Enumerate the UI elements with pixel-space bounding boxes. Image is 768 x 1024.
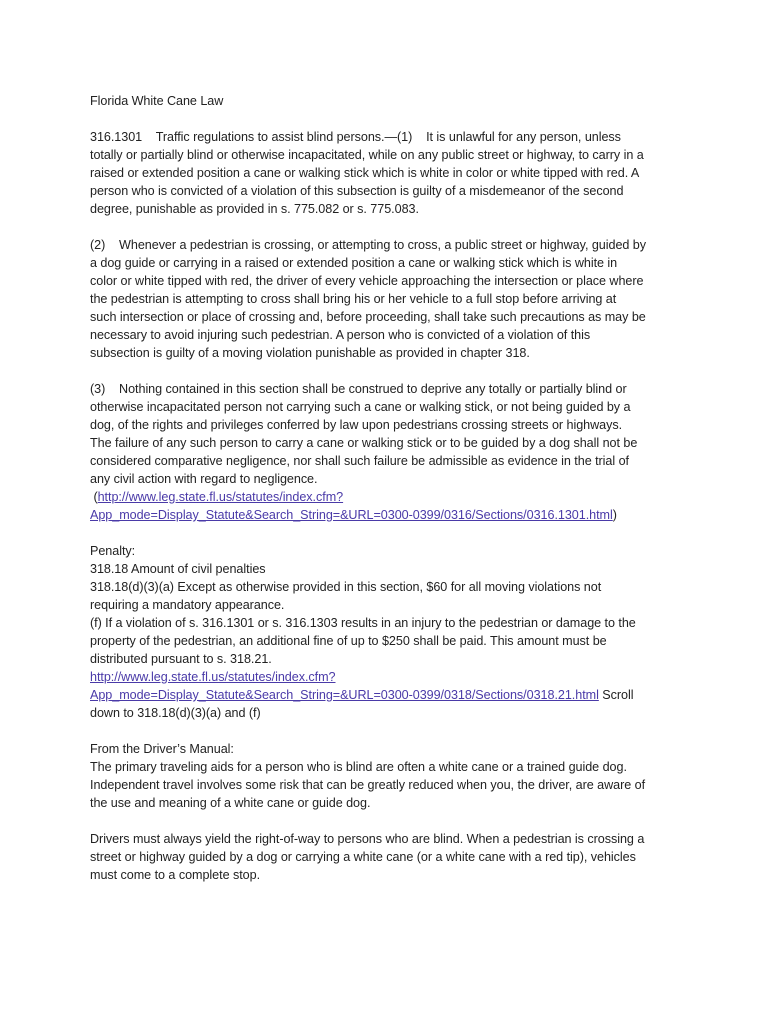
statute-link-line-1: [90, 488, 680, 506]
statute-link-part-1[interactable]: http://www.leg.state.fl.us/statutes/index.cfm?: [97, 490, 344, 504]
document-page: [90, 92, 680, 902]
text-line: 316.1301 Traffic regulations to assist blind persons.—(1) It is unlawful for any person, unless: [90, 130, 621, 144]
penalty-link-line-1: [90, 668, 680, 686]
text-line: the pedestrian is attempting to cross shall bring his or her vehicle to a full stop before arriving at: [90, 292, 617, 306]
text-line: distributed pursuant to s. 318.21.: [90, 652, 272, 666]
penalty-heading: Penalty:: [90, 544, 136, 558]
section-1-paragraph: [90, 128, 680, 218]
text-line: degree, punishable as provided in s. 775.082 or s. 775.083.: [90, 202, 419, 216]
statute-link-part-2[interactable]: App_mode=Display_Statute&Search_String=&URL=0300-0399/0316/Sections/0316.1301.html: [90, 508, 613, 522]
text-line: (3) Nothing contained in this section shall be construed to deprive any totally or partially blind or: [90, 382, 627, 396]
statute-link-line-2: [90, 506, 680, 524]
manual-heading: From the Driver’s Manual:: [90, 742, 234, 756]
text-line: must come to a complete stop.: [90, 868, 261, 882]
text-line: The primary traveling aids for a person who is blind are often a white cane or a trained guide dog.: [90, 760, 627, 774]
document-title: Florida White Cane Law: [90, 94, 224, 108]
text-line: any civil action with regard to negligence.: [90, 472, 318, 486]
text-line: street or highway guided by a dog or carrying a white cane (or a white cane with a red tip), vehicles: [90, 850, 636, 864]
text-line: subsection is guilty of a moving violation punishable as provided in chapter 318.: [90, 346, 530, 360]
drivers-manual-section: [90, 740, 680, 812]
text-line: necessary to avoid injuring such pedestrian. A person who is convicted of a violation of this: [90, 328, 591, 342]
scroll-text: Scroll: [598, 688, 634, 702]
close-paren: ): [612, 508, 617, 522]
section-2-paragraph: [90, 236, 680, 362]
text-line: such intersection or place of crossing and, before proceeding, shall take such precautions as may be: [90, 310, 646, 324]
text-line: a dog guide or carrying in a raised or extended position a cane or walking stick which is white in: [90, 256, 618, 270]
text-line: 318.18 Amount of civil penalties: [90, 562, 266, 576]
section-3-paragraph: [90, 380, 680, 524]
penalty-section: [90, 542, 680, 722]
text-line: requiring a mandatory appearance.: [90, 598, 285, 612]
text-line: the use and meaning of a white cane or guide dog.: [90, 796, 371, 810]
text-line: color or white tipped with red, the driver of every vehicle approaching the intersection or place where: [90, 274, 644, 288]
open-paren: (: [90, 490, 98, 504]
text-line: (2) Whenever a pedestrian is crossing, or attempting to cross, a public street or highway, guided by: [90, 238, 647, 252]
penalty-link-part-2[interactable]: App_mode=Display_Statute&Search_String=&URL=0300-0399/0318/Sections/0318.21.html: [90, 688, 599, 702]
text-line: Drivers must always yield the right-of-way to persons who are blind. When a pedestrian is crossing a: [90, 832, 645, 846]
text-line: dog, of the rights and privileges conferred by law upon pedestrians crossing streets or highways.: [90, 418, 623, 432]
text-line: totally or partially blind or otherwise incapacitated, while on any public street or highway, to carry in a: [90, 148, 644, 162]
penalty-link-line-2: [90, 686, 680, 704]
text-line: Independent travel involves some risk that can be greatly reduced when you, the driver, are aware of: [90, 778, 646, 792]
text-line: down to 318.18(d)(3)(a) and (f): [90, 706, 261, 720]
text-line: (f) If a violation of s. 316.1301 or s. 316.1303 results in an injury to the pedestrian or damage to the: [90, 616, 636, 630]
text-line: person who is convicted of a violation of this subsection is guilty of a misdemeanor of the second: [90, 184, 624, 198]
text-line: considered comparative negligence, nor shall such failure be admissible as evidence in the trial of: [90, 454, 629, 468]
text-line: raised or extended position a cane or walking stick which is white in color or white tipped with red. A: [90, 166, 640, 180]
text-line: property of the pedestrian, an additional fine of up to $250 shall be paid. This amount must be: [90, 634, 607, 648]
text-line: The failure of any such person to carry a cane or walking stick or to be guided by a dog shall not be: [90, 436, 638, 450]
text-line: otherwise incapacitated person not carrying such a cane or walking stick, or not being guided by a: [90, 400, 631, 414]
text-line: 318.18(d)(3)(a) Except as otherwise provided in this section, $60 for all moving violations not: [90, 580, 602, 594]
yield-paragraph: [90, 830, 680, 884]
penalty-link-part-1[interactable]: http://www.leg.state.fl.us/statutes/index.cfm?: [90, 670, 336, 684]
